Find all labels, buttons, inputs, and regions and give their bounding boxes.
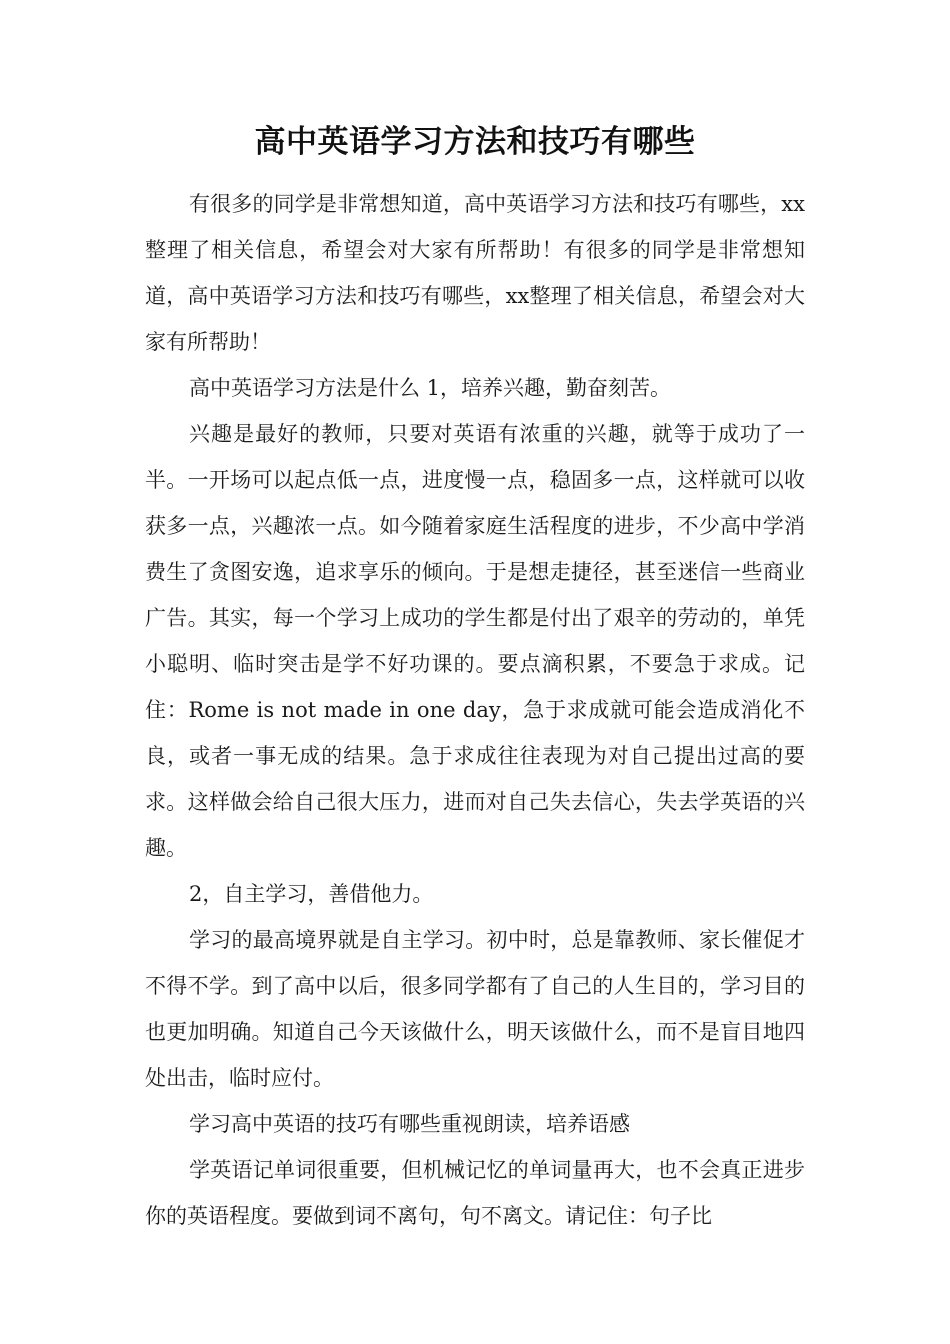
paragraph-self-study: 学习的最高境界就是自主学习。初中时，总是靠教师、家长催促才不得不学。到了高中以后，很多同学都有了自己的人生目的，学习目的也更加明确。知道自己今天该做什么，明天该做什么，而不是盲目地四处出击，临时应付。 [145,928,805,1090]
paragraph-interest: 兴趣是最好的教师，只要对英语有浓重的兴趣，就等于成功了一半。一开场可以起点低一点，进度慢一点，稳固多一点，这样就可以收获多一点，兴趣浓一点。如今随着家庭生活程度的进步，不少高中学消费生了贪图安逸，追求享乐的倾向。于是想走捷径，甚至迷信一些商业广告。其实，每一个学习上成功的学生都是付出了艰辛的劳动的，单凭小聪明、临时突击是学不好功课的。要点滴积累，不要急于求成。记住：Rome is not made in one day，急于求成就可能会造成消化不良，或者一事无成的结果。急于求成往往表现为对自己提出过高的要求。这样做会给自己很大压力，进而对自己失去信心，失去学英语的兴趣。 [145,422,805,860]
paragraph-method-heading: 高中英语学习方法是什么 1，培养兴趣，勤奋刻苦。 [189,376,672,400]
document-body [145,181,805,1239]
paragraph-vocabulary: 学英语记单词很重要，但机械记忆的单词量再大，也不会真正进步你的英语程度。要做到词不离句，句不离文。请记住：句子比 [145,1158,805,1228]
document-title: 高中英语学习方法和技巧有哪些 [254,124,696,160]
paragraph-self-study-heading: 2，自主学习，善借他力。 [189,882,434,906]
paragraph-techniques-heading: 学习高中英语的技巧有哪些重视朗读，培养语感 [189,1112,630,1136]
paragraph-intro: 有很多的同学是非常想知道，高中英语学习方法和技巧有哪些，xx整理了相关信息，希望会对大家有所帮助！有很多的同学是非常想知道，高中英语学习方法和技巧有哪些，xx整理了相关信息，希望会对大家有所帮助！ [145,192,805,354]
